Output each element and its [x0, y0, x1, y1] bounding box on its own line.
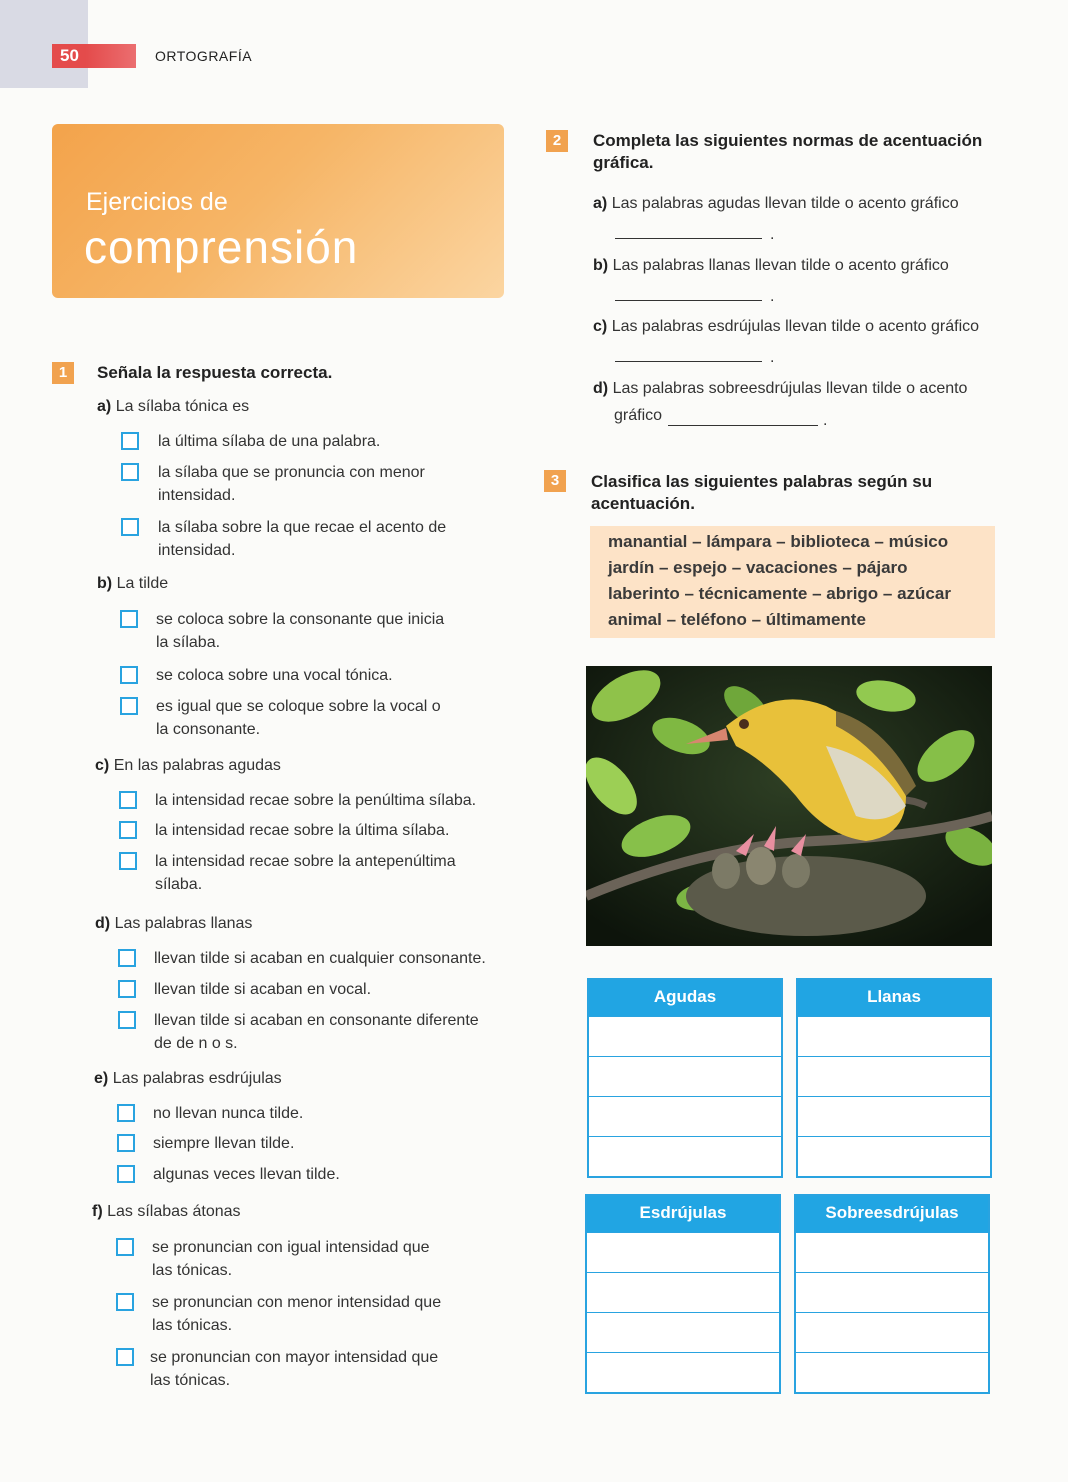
word-list-line: manantial – lámpara – biblioteca – músico — [608, 532, 949, 551]
option-text: se pronuncian con menor intensidad que las tónicas. — [152, 1294, 442, 1334]
exercise-2-number: 2 — [546, 130, 568, 152]
exercise-3-number: 3 — [544, 470, 566, 492]
option-text: la última sílaba de una palabra. — [158, 433, 381, 450]
table-cell[interactable] — [796, 1272, 988, 1312]
banner-line1: Ejercicios de — [86, 188, 228, 216]
answer-checkbox[interactable] — [121, 518, 139, 536]
end-mark: . — [823, 412, 828, 429]
exercise-1-number: 1 — [52, 362, 74, 384]
blank-line[interactable] — [615, 300, 762, 301]
blank-line[interactable] — [615, 238, 762, 239]
table-cell[interactable] — [798, 1016, 990, 1056]
option-text: la intensidad recae sobre la penúltima sílaba. — [155, 792, 477, 809]
table-cell[interactable] — [798, 1096, 990, 1136]
answer-checkbox[interactable] — [116, 1238, 134, 1256]
table-cell[interactable] — [796, 1352, 988, 1392]
answer-checkbox[interactable] — [119, 821, 137, 839]
page-number: 50 — [52, 44, 136, 68]
table-cell[interactable] — [589, 1136, 781, 1176]
rule-a: a) Las palabras agudas llevan tilde o acento gráfico — [593, 195, 959, 212]
option-text: se pronuncian con mayor intensidad que las tónicas. — [150, 1349, 439, 1389]
answer-checkbox[interactable] — [119, 791, 137, 809]
option-text: la intensidad recae sobre la última sílaba. — [155, 822, 450, 839]
option-text: siempre llevan tilde. — [153, 1135, 295, 1152]
option-text: algunas veces llevan tilde. — [153, 1166, 340, 1183]
question-b: b) La tilde — [97, 575, 169, 592]
exercises-banner — [52, 124, 504, 298]
answer-checkbox[interactable] — [120, 610, 138, 628]
option-text: la sílaba sobre la que recae el acento de intensidad. — [158, 519, 447, 559]
end-mark: . — [770, 288, 775, 305]
answer-checkbox[interactable] — [118, 949, 136, 967]
table-cell[interactable] — [587, 1352, 779, 1392]
section-title: ORTOGRAFÍA — [155, 48, 253, 64]
table-cell[interactable] — [587, 1312, 779, 1352]
table-cell[interactable] — [796, 1312, 988, 1352]
answer-checkbox[interactable] — [119, 852, 137, 870]
rule-b: b) Las palabras llanas llevan tilde o acento gráfico — [593, 257, 949, 274]
table-header: Llanas — [798, 980, 990, 1016]
table-cell[interactable] — [589, 1096, 781, 1136]
answer-checkbox[interactable] — [117, 1134, 135, 1152]
question-a: a) La sílaba tónica es — [97, 398, 250, 415]
answer-checkbox[interactable] — [121, 432, 139, 450]
question-c: c) En las palabras agudas — [95, 757, 281, 774]
bird-photo-illustration — [586, 666, 992, 946]
option-text: es igual que se coloque sobre la vocal o la consonante. — [156, 698, 441, 738]
blank-line[interactable] — [615, 361, 762, 362]
bird-nest-photo — [586, 666, 992, 946]
answer-checkbox[interactable] — [116, 1348, 134, 1366]
blank-line[interactable] — [668, 425, 818, 426]
answer-checkbox[interactable] — [118, 1011, 136, 1029]
table-cell[interactable] — [587, 1232, 779, 1272]
option-text: llevan tilde si acaban en consonante diferente de de n o s. — [154, 1012, 479, 1052]
answer-checkbox[interactable] — [117, 1165, 135, 1183]
end-mark: . — [770, 349, 775, 366]
answer-checkbox[interactable] — [121, 463, 139, 481]
banner-line2: comprensión — [84, 221, 359, 273]
question-f: f) Las sílabas átonas — [92, 1203, 241, 1220]
table-llanas — [796, 978, 992, 1178]
table-agudas — [587, 978, 783, 1178]
answer-checkbox[interactable] — [120, 666, 138, 684]
question-d: d) Las palabras llanas — [95, 915, 253, 932]
table-cell[interactable] — [798, 1056, 990, 1096]
option-text: la intensidad recae sobre la antepenúltima sílaba. — [155, 853, 456, 893]
exercise-2-title: Completa las siguientes normas de acentuación gráfica. — [593, 131, 983, 172]
table-sobreesdrujulas — [794, 1194, 990, 1394]
rule-c: c) Las palabras esdrújulas llevan tilde o acento gráfico — [593, 318, 980, 335]
exercise-1-title: Señala la respuesta correcta. — [97, 363, 333, 382]
option-text: llevan tilde si acaban en vocal. — [154, 981, 372, 998]
table-header: Agudas — [589, 980, 781, 1016]
table-cell[interactable] — [798, 1136, 990, 1176]
answer-checkbox[interactable] — [117, 1104, 135, 1122]
answer-checkbox[interactable] — [116, 1293, 134, 1311]
option-text: se pronuncian con igual intensidad que las tónicas. — [152, 1239, 430, 1279]
question-e: e) Las palabras esdrújulas — [94, 1070, 282, 1087]
end-mark: . — [770, 226, 775, 243]
word-list-box — [590, 526, 995, 638]
option-text: llevan tilde si acaban en cualquier consonante. — [154, 950, 486, 967]
table-header: Sobreesdrújulas — [796, 1196, 988, 1232]
word-list-line: laberinto – técnicamente – abrigo – azúcar — [608, 584, 951, 603]
option-text: no llevan nunca tilde. — [153, 1105, 304, 1122]
rule-d-continuation: gráfico — [614, 407, 663, 424]
option-text: se coloca sobre la consonante que inicia la sílaba. — [156, 611, 445, 651]
option-text: se coloca sobre una vocal tónica. — [156, 667, 393, 684]
table-esdrujulas — [585, 1194, 781, 1394]
table-header: Esdrújulas — [587, 1196, 779, 1232]
rule-d: d) Las palabras sobreesdrújulas llevan tilde o acento — [593, 380, 968, 397]
table-cell[interactable] — [587, 1272, 779, 1312]
table-cell[interactable] — [589, 1016, 781, 1056]
table-cell[interactable] — [589, 1056, 781, 1096]
exercise-3-title: Clasifica las siguientes palabras según su acentuación. — [591, 472, 933, 513]
table-cell[interactable] — [796, 1232, 988, 1272]
option-text: la sílaba que se pronuncia con menor intensidad. — [158, 464, 425, 504]
word-list-line: animal – teléfono – últimamente — [608, 610, 866, 629]
word-list-line: jardín – espejo – vacaciones – pájaro — [608, 558, 908, 577]
answer-checkbox[interactable] — [120, 697, 138, 715]
answer-checkbox[interactable] — [118, 980, 136, 998]
